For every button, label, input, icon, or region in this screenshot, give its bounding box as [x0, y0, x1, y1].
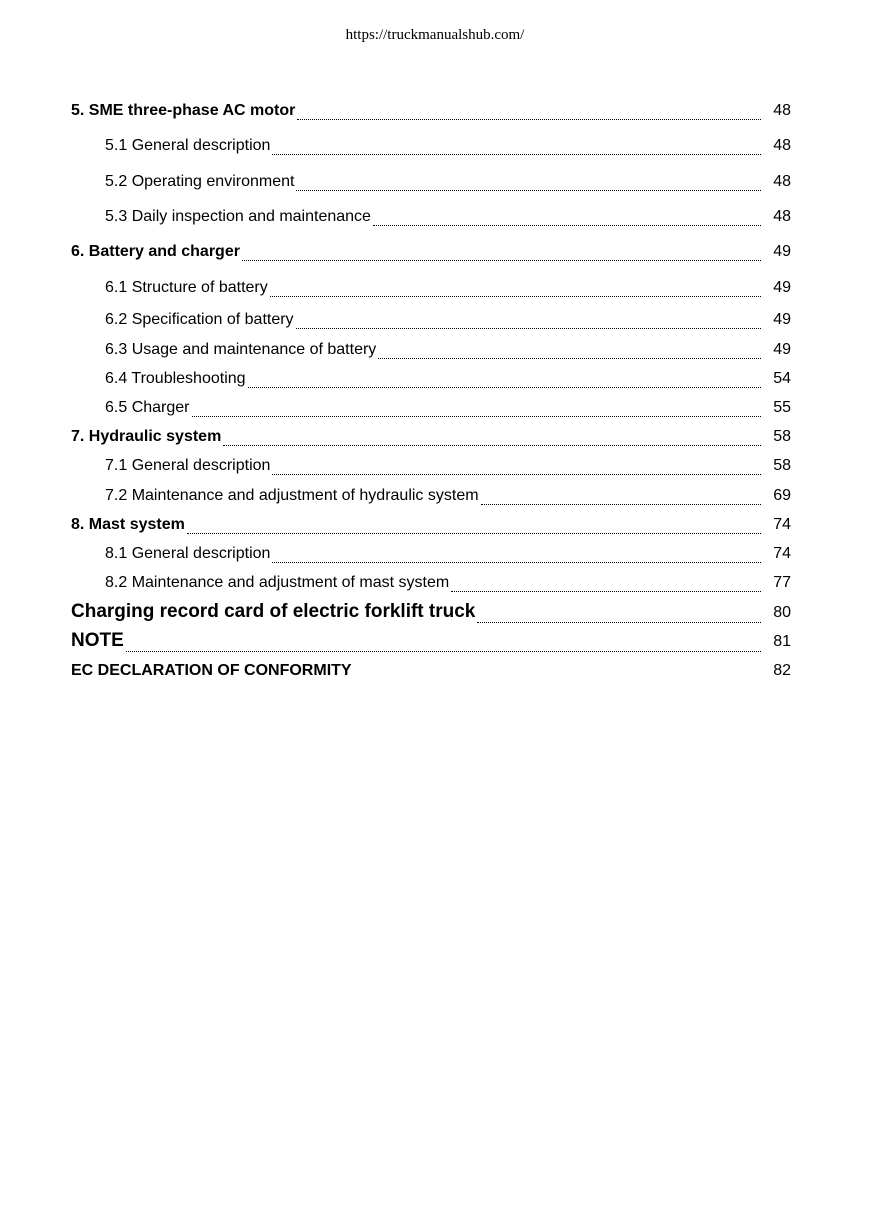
dot-leader [451, 591, 761, 592]
dot-leader [373, 225, 761, 226]
dot-leader [296, 328, 761, 329]
toc-entry-label: 8. Mast system [71, 516, 185, 533]
dot-leader [477, 622, 761, 623]
dot-leader [272, 154, 761, 155]
toc-entry-page: 49 [773, 311, 791, 328]
toc-entry-label: 6.5 Charger [105, 399, 190, 416]
toc-entry-label: EC DECLARATION OF CONFORMITY [71, 662, 352, 679]
dot-leader [187, 533, 761, 534]
toc-entry-page: 48 [773, 102, 791, 119]
dot-leader [296, 190, 761, 191]
toc-entry-5-3[interactable] [105, 208, 791, 232]
toc-entry-page: 55 [773, 399, 791, 416]
toc-entry-6-1[interactable] [105, 279, 791, 303]
toc-entry-label: 5. SME three-phase AC motor [71, 102, 296, 119]
toc-entry-label: 7. Hydraulic system [71, 428, 222, 445]
toc-entry-6[interactable] [71, 243, 791, 267]
toc-entry-7-1[interactable] [105, 457, 791, 481]
toc-entry-label: 7.2 Maintenance and adjustment of hydraulic system [105, 487, 479, 504]
toc-entry-label: 6.2 Specification of battery [105, 311, 294, 328]
toc-entry-ec-declaration[interactable] [71, 662, 791, 686]
toc-entry-label: 5.2 Operating environment [105, 173, 295, 190]
toc-entry-page: 58 [773, 457, 791, 474]
toc-entry-7-2[interactable] [105, 487, 791, 511]
toc-entry-label: NOTE [71, 630, 124, 651]
toc-entry-label: 6. Battery and charger [71, 243, 240, 260]
dot-leader [248, 387, 761, 388]
toc-entry-6-5[interactable] [105, 399, 791, 423]
dot-leader [378, 358, 761, 359]
toc-entry-8-1[interactable] [105, 545, 791, 569]
toc-entry-5[interactable] [71, 102, 791, 126]
toc-entry-label: 8.1 General description [105, 545, 271, 562]
dot-leader [126, 651, 761, 652]
toc-entry-5-2[interactable] [105, 173, 791, 197]
toc-entry-6-3[interactable] [105, 341, 791, 365]
toc-entry-page: 54 [773, 370, 791, 387]
toc-entry-label: 5.1 General description [105, 137, 271, 154]
toc-entry-page: 49 [773, 279, 791, 296]
toc-entry-page: 58 [773, 428, 791, 445]
toc-entry-label: 6.4 Troubleshooting [105, 370, 246, 387]
toc-entry-5-1[interactable] [105, 137, 791, 161]
toc-entry-note[interactable] [71, 630, 791, 658]
toc-entry-page: 49 [773, 341, 791, 358]
toc-entry-label: Charging record card of electric forklift truck [71, 601, 476, 622]
toc-entry-page: 82 [773, 662, 791, 679]
toc-entry-page: 48 [773, 173, 791, 190]
toc-entry-page: 69 [773, 487, 791, 504]
dot-leader [270, 296, 761, 297]
toc-entry-page: 74 [773, 545, 791, 562]
toc-entry-label: 6.3 Usage and maintenance of battery [105, 341, 377, 358]
toc-entry-label: 7.1 General description [105, 457, 271, 474]
dot-leader [242, 260, 761, 261]
toc-entry-8[interactable] [71, 516, 791, 540]
toc-entry-page: 74 [773, 516, 791, 533]
toc-entry-6-2[interactable] [105, 311, 791, 335]
toc-entry-page: 80 [773, 604, 791, 621]
toc-entry-label: 8.2 Maintenance and adjustment of mast system [105, 574, 450, 591]
toc-entry-page: 48 [773, 208, 791, 225]
dot-leader [192, 416, 762, 417]
toc-entry-8-2[interactable] [105, 574, 791, 598]
dot-leader [272, 562, 761, 563]
dot-leader [297, 119, 761, 120]
toc-entry-6-4[interactable] [105, 370, 791, 394]
toc-entry-page: 49 [773, 243, 791, 260]
header-url: https://truckmanualshub.com/ [345, 27, 525, 43]
spacer [354, 679, 761, 680]
toc-entry-page: 77 [773, 574, 791, 591]
toc-entry-label: 5.3 Daily inspection and maintenance [105, 208, 371, 225]
toc-entry-charging-record[interactable] [71, 601, 791, 629]
toc-entry-7[interactable] [71, 428, 791, 452]
toc-entry-page: 81 [773, 633, 791, 650]
toc-entry-label: 6.1 Structure of battery [105, 279, 268, 296]
dot-leader [481, 504, 761, 505]
dot-leader [272, 474, 761, 475]
toc-entry-page: 48 [773, 137, 791, 154]
dot-leader [223, 445, 761, 446]
